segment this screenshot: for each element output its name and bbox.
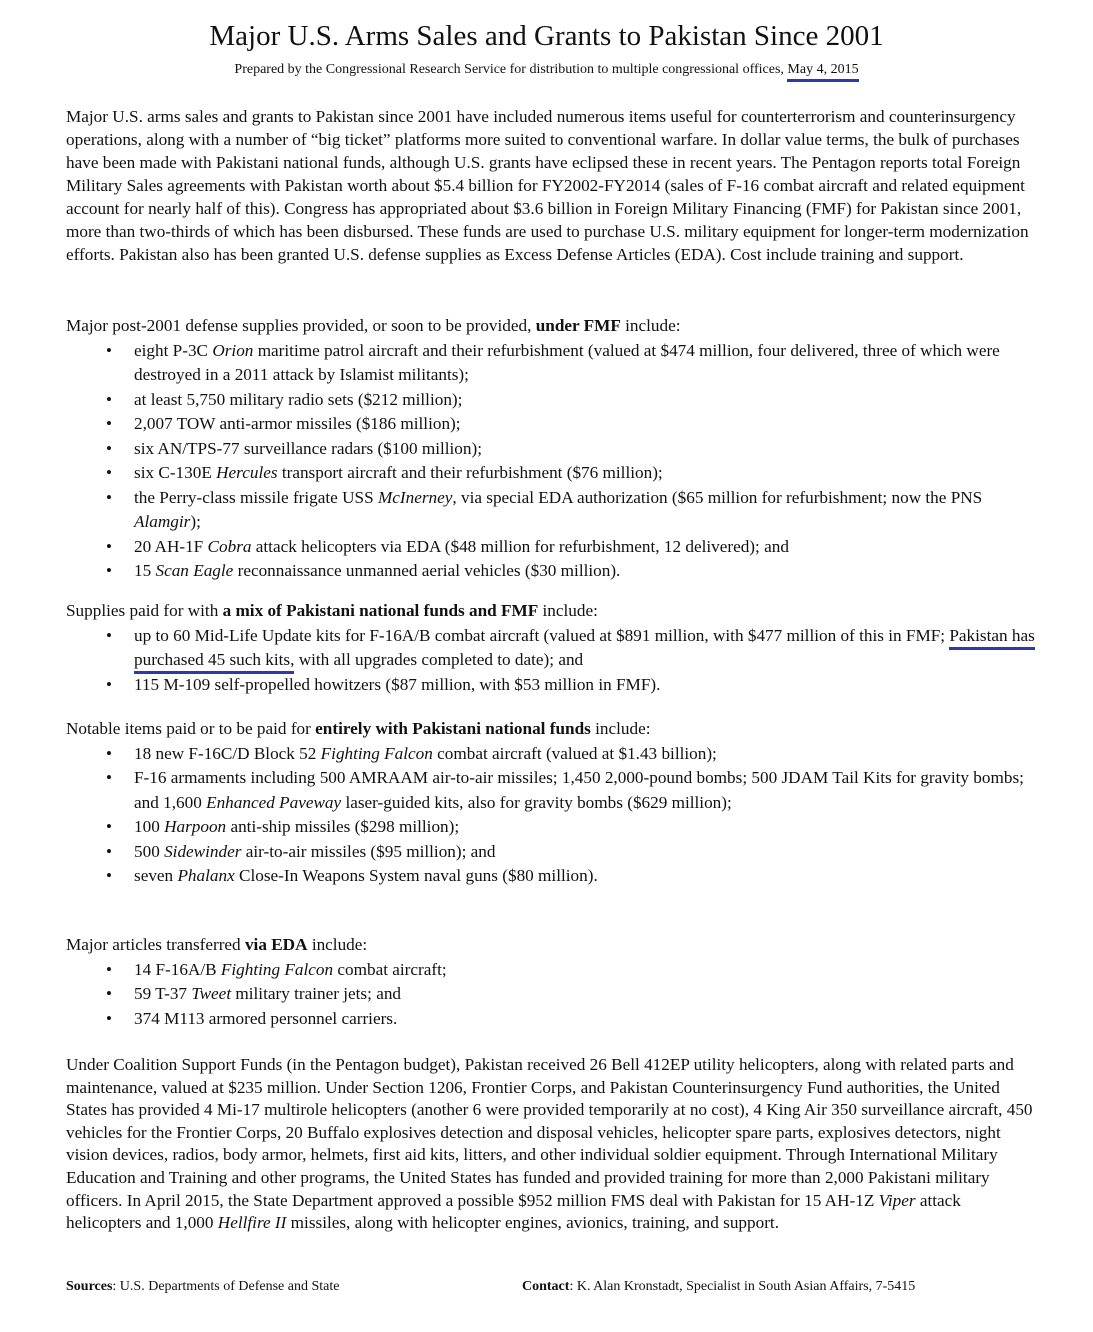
document-subtitle xyxy=(0,60,1093,80)
contact-note: Contact: K. Alan Kronstadt, Specialist in South Asian Affairs, 7-5415 xyxy=(522,1279,916,1294)
list-item: • 115 M-109 self-propelled howitzers ($87 million, with $53 million in FMF). xyxy=(66,673,1041,698)
mix-list xyxy=(66,624,1041,698)
fmf-section xyxy=(66,314,1041,584)
list-item: • up to 60 Mid-Life Update kits for F-16A/B combat aircraft (valued at $891 million, with $477 million of this in FMF; Pakistan has purchased 45 such kits, with all upgrades completed to date); and xyxy=(66,624,1041,673)
list-item: • 14 F-16A/B Fighting Falcon combat aircraft; xyxy=(66,958,1041,983)
eda-lead: Major articles transferred via EDA include: xyxy=(66,935,368,954)
list-item: • seven Phalanx Close-In Weapons System naval guns ($80 million). xyxy=(66,864,1041,889)
list-item: • 100 Harpoon anti-ship missiles ($298 million); xyxy=(66,815,1041,840)
list-item: • six AN/TPS-77 surveillance radars ($100 million); xyxy=(66,437,1041,462)
intro-paragraph: Major U.S. arms sales and grants to Pakistan since 2001 have included numerous items useful for counterterrorism and counterinsurgency operations, along with a number of “big ticket” platforms more suited to conventional warfare. In dollar value terms, the bulk of purchases have been made with Pakistani national funds, although U.S. grants have eclipsed these in recent years. The Pentagon reports total Foreign Military Sales agreements with Pakistan worth about $5.4 billion for FY2002-FY2014 (sales of F-16 combat aircraft and related equipment account for nearly half of this). Congress has appropriated about $3.6 billion in Foreign Military Financing (FMF) for Pakistan since 2001, more than two-thirds of which has been disbursed. These funds are used to purchase U.S. military equipment for longer-term modernization efforts. Pakistan also has been granted U.S. defense supplies as Excess Defense Articles (EDA). Cost include training and support. xyxy=(66,107,1029,264)
list-item: • 18 new F-16C/D Block 52 Fighting Falcon combat aircraft (valued at $1.43 billion); xyxy=(66,742,1041,767)
list-item: • 15 Scan Eagle reconnaissance unmanned aerial vehicles ($30 million). xyxy=(66,559,1041,584)
list-item: • at least 5,750 military radio sets ($212 million); xyxy=(66,388,1041,413)
list-item: • 59 T-37 Tweet military trainer jets; and xyxy=(66,982,1041,1007)
list-item: • six C-130E Hercules transport aircraft and their refurbishment ($76 million); xyxy=(66,461,1041,486)
list-item: • 374 M113 armored personnel carriers. xyxy=(66,1007,1041,1032)
closing-paragraph: Under Coalition Support Funds (in the Pentagon budget), Pakistan received 26 Bell 412EP utility helicopters, along with related parts and maintenance, valued at $235 million. Under Section 1206, Frontier Corps, and Pakistan Counterinsurgency Fund authorities, the United States has provided 4 Mi-17 multirole helicopters (another 6 were provided temporarily at no cost), 4 King Air 350 surveillance aircraft, 450 vehicles for the Frontier Corps, 20 Buffalo explosives detection and disposal vehicles, helicopter spare parts, explosives detectors, night vision devices, radios, body armor, helmets, first aid kits, litters, and other individual soldier equipment. Through International Military Education and Training and other programs, the United States has funded and provided training for more than 2,000 Pakistani military officers. In April 2015, the State Department approved a possible $952 million FMS deal with Pakistan for 15 AH-1Z Viper attack helicopters and 1,000 Hellfire II missiles, along with helicopter engines, avionics, training, and support. xyxy=(66,1055,1033,1233)
list-item: • eight P-3C Orion maritime patrol aircraft and their refurbishment (valued at $474 million, four delivered, three of which were destroyed in a 2011 attack by Islamist militants); xyxy=(66,339,1041,388)
list-item: • 500 Sidewinder air-to-air missiles ($95 million); and xyxy=(66,840,1041,865)
highlighted-kits-note: Pakistan has purchased 45 such kits, xyxy=(134,626,1035,675)
national-list xyxy=(66,742,1041,889)
fmf-lead: Major post-2001 defense supplies provided, or soon to be provided, under FMF include: xyxy=(66,316,681,335)
mix-section xyxy=(66,599,1041,697)
eda-section xyxy=(66,933,1041,1031)
subtitle-text: Prepared by the Congressional Research Service for distribution to multiple congressional offices, xyxy=(234,62,788,77)
mix-lead: Supplies paid for with a mix of Pakistani national funds and FMF include: xyxy=(66,601,598,620)
fmf-list xyxy=(66,339,1041,584)
eda-list xyxy=(66,958,1041,1032)
sources-note: Sources: U.S. Departments of Defense and State xyxy=(66,1279,340,1294)
list-item: • 2,007 TOW anti-armor missiles ($186 million); xyxy=(66,412,1041,437)
subtitle-date: May 4, 2015 xyxy=(787,62,858,82)
national-lead: Notable items paid or to be paid for entirely with Pakistani national funds include: xyxy=(66,719,651,738)
list-item: • F-16 armaments including 500 AMRAAM air-to-air missiles; 1,450 2,000-pound bombs; 500 JDAM Tail Kits for gravity bombs; and 1,600 Enhanced Paveway laser-guided kits, also for gravity bombs ($629 million); xyxy=(66,766,1041,815)
national-funds-section xyxy=(66,717,1041,889)
document-title: Major U.S. Arms Sales and Grants to Pakistan Since 2001 xyxy=(209,20,884,52)
list-item: • 20 AH-1F Cobra attack helicopters via EDA ($48 million for refurbishment, 12 delivered); and xyxy=(66,535,1041,560)
list-item: • the Perry-class missile frigate USS McInerney, via special EDA authorization ($65 million for refurbishment; now the PNS Alamgir); xyxy=(66,486,1041,535)
